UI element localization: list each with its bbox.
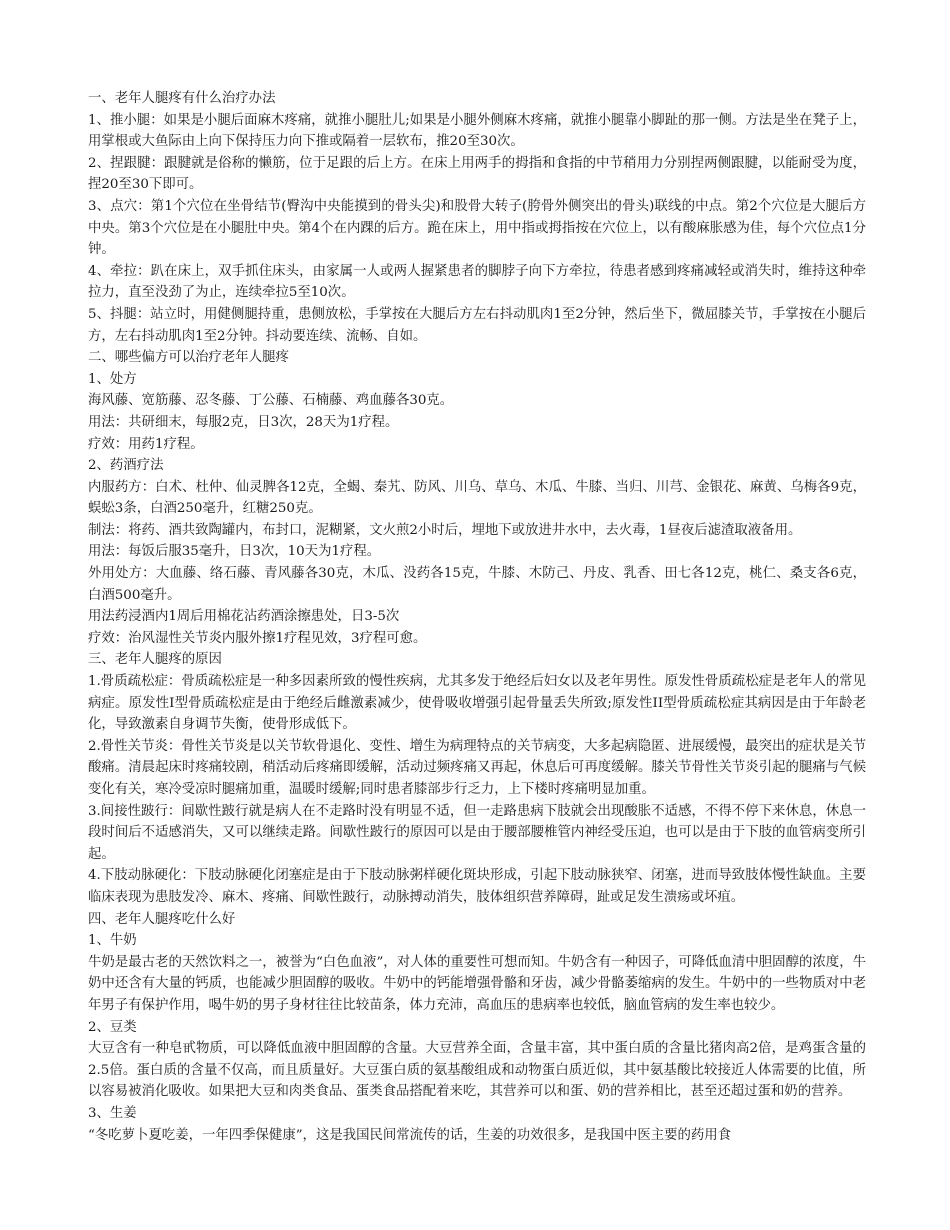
paragraph-pinch-achilles: 2、捏跟腱：跟腱就是俗称的懒筋，位于足跟的后上方。在床上用两手的拇指和食指的中节稍用力分别捏两侧跟腱，以能耐受为度，捏20至30下即可。: [88, 155, 866, 193]
paragraph-internal-recipe: 内服药方：白术、杜仲、仙灵脾各12克，全蝎、秦艽、防风、川乌、草乌、木瓜、牛膝、当归、川芎、金银花、麻黄、乌梅各9克，蜈蚣3条，白酒250毫升，红糖250克。: [88, 479, 866, 517]
paragraph-preparation: 制法：将药、酒共致陶罐内，布封口，泥糊紧，文火煎2小时后，埋地下或放进井水中，去火毒，1昼夜后滤渣取液备用。: [88, 522, 802, 538]
paragraph-ginger: “冬吃萝卜夏吃姜，一年四季保健康”，这是我国民间常流传的话，生姜的功效很多，是我国中医主要的药用食: [88, 1127, 732, 1143]
paragraph-traction: 4、牵拉：趴在床上，双手抓住床头，由家属一人或两人握紧患者的脚脖子向下方牵拉，待患者感到疼痛减轻或消失时，维持这种牵拉力，直至没劲了为止，连续牵拉5至10次。: [88, 263, 866, 301]
paragraph-claudication: 3.间接性跛行：间歇性跛行就是病人在不走路时没有明显不适，但一走路患病下肢就会出现酸胀不适感，不得不停下来休息，休息一段时间后不适感消失，又可以继续走路。间歇性跛行的原因可以是由于腰部腰椎管内神经受压迫，也可以是由于下肢的血管病变所引起。: [88, 803, 866, 862]
paragraph-prescription-usage: 用法：共研细末，每服2克，日3次，28天为1疗程。: [88, 414, 399, 430]
paragraph-beans: 大豆含有一种皂甙物质，可以降低血液中胆固醇的含量。大豆营养全面，含量丰富，其中蛋白质的含量比猪肉高2倍，是鸡蛋含量的2.5倍。蛋白质的含量不仅高，而且质量好。大豆蛋白质的氨基酸组成和动物蛋白质近似，其中氨基酸比较接近人体需要的比值，所以容易被消化吸收。如果把大豆和肉类食品、蛋类食品搭配着来吃，其营养可以和蛋、奶的营养相比，甚至还超过蛋和奶的营养。: [88, 1041, 866, 1100]
paragraph-shake-leg: 5、抖腿：站立时，用健侧腿持重，患侧放松，手掌按在大腿后方左右抖动肌肉1至2分钟，然后坐下，微屈膝关节，手掌按在小腿后方，左右抖动肌肉1至2分钟。抖动要连续、流畅、自如。: [88, 306, 866, 344]
paragraph-osteoarthritis: 2.骨性关节炎：骨性关节炎是以关节软骨退化、变性、增生为病理特点的关节病变，大多起病隐匿、进展缓慢，最突出的症状是关节酸痛。清晨起床时疼痛较剧，稍活动后疼痛即缓解，活动过频疼痛又再起，休息后可再度缓解。膝关节骨性关节炎引起的腿痛与气候变化有关，寒冷受凉时腿痛加重，温暖时缓解;同时患者膝部步行乏力，上下楼时疼痛明显加重。: [88, 738, 866, 797]
paragraph-prescription-effect: 疗效：用药1疗程。: [88, 436, 204, 452]
subheading-milk: 1、牛奶: [88, 933, 137, 949]
document-body: [88, 88, 866, 1146]
paragraph-external-usage: 用法药浸酒内1周后用棉花沾药酒涂擦患处，日3-5次: [88, 609, 400, 625]
heading-folk-remedies: 二、哪些偏方可以治疗老年人腿疼: [88, 350, 289, 366]
paragraph-prescription-ingredients: 海风藤、宽筋藤、忍冬藤、丁公藤、石楠藤、鸡血藤各30克。: [88, 393, 454, 409]
paragraph-arteriosclerosis: 4.下肢动脉硬化：下肢动脉硬化闭塞症是由于下肢动脉粥样硬化斑块形成，引起下肢动脉狭窄、闭塞，进而导致肢体慢性缺血。主要临床表现为患肢发冷、麻木、疼痛、间歇性跛行，动脉搏动消失，肢体组织营养障碍，趾或足发生溃疡或坏疽。: [88, 868, 866, 905]
heading-causes: 三、老年人腿疼的原因: [88, 652, 222, 668]
subheading-beans: 2、豆类: [88, 1019, 137, 1035]
paragraph-wine-effect: 疗效：治风湿性关节炎内服外擦1疗程见效，3疗程可愈。: [88, 630, 427, 646]
paragraph-osteoporosis: 1.骨质疏松症：骨质疏松症是一种多因素所致的慢性疾病，尤其多发于绝经后妇女以及老年男性。原发性骨质疏松症是老年人的常见病症。原发性I型骨质疏松症是由于绝经后雌激素减少，使骨吸收增强引起骨量丢失所致;原发性II型骨质疏松症其病因是由于年龄老化，导致激素自身调节失衡，使骨形成低下。: [88, 674, 866, 733]
paragraph-milk: 牛奶是最古老的天然饮料之一，被誉为“白色血液”，对人体的重要性可想而知。牛奶含有一种因子，可降低血清中胆固醇的浓度，牛奶中还含有大量的钙质，也能减少胆固醇的吸收。牛奶中的钙能增强骨骼和牙齿，减少骨骼萎缩病的发生。牛奶中的一些物质对中老年男子有保护作用，喝牛奶的男子身材往往比较苗条，体力充沛，高血压的患病率也较低，脑血管病的发生率也较少。: [88, 954, 866, 1013]
paragraph-external-recipe: 外用处方：大血藤、络石藤、青风藤各30克，木瓜、没药各15克，牛膝、木防己、丹皮、乳香、田七各12克，桃仁、桑支各6克，白酒500毫升。: [88, 566, 866, 603]
heading-diet: 四、老年人腿疼吃什么好: [88, 911, 236, 927]
paragraph-push-calf: 1、推小腿：如果是小腿后面麻木疼痛，就推小腿肚儿;如果是小腿外侧麻木疼痛，就推小腿靠小脚趾的那一侧。方法是坐在凳子上，用掌根或大鱼际由上向下保持压力向下推或隔着一层软布，推20至30次。: [88, 112, 866, 150]
paragraph-acupoint: 3、点穴：第1个穴位在坐骨结节(臀沟中央能摸到的骨头尖)和股骨大转子(胯骨外侧突出的骨头)联线的中点。第2个穴位是大腿后方中央。第3个穴位是在小腿肚中央。第4个在内踝的后方。跪在床上，用中指或拇指按在穴位上，以有酸麻胀感为佳，每个穴位点1分钟。: [88, 198, 866, 258]
subheading-ginger: 3、生姜: [88, 1105, 137, 1121]
subheading-prescription: 1、处方: [88, 371, 137, 387]
paragraph-wine-usage: 用法：每饭后服35毫升，日3次，10天为1疗程。: [88, 544, 381, 560]
subheading-medicinal-wine: 2、药酒疗法: [88, 458, 164, 474]
heading-treatment-methods: 一、老年人腿疼有什么治疗办法: [88, 91, 276, 106]
